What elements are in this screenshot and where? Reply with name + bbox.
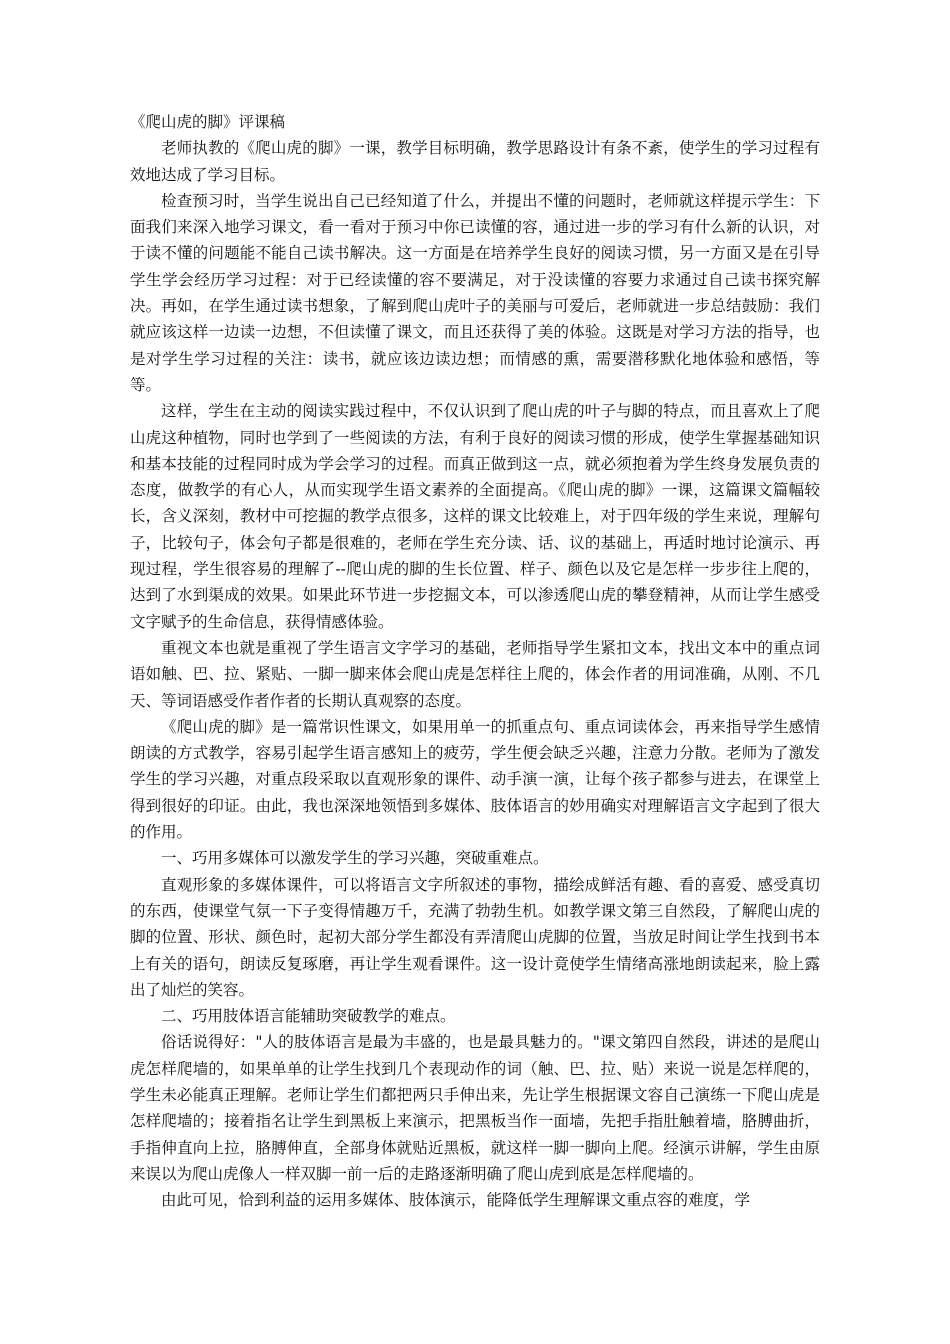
paragraph-preview-check: 检查预习时，当学生说出自己已经知道了什么，并提出不懂的问题时，老师就这样提示学生：下面我们来深入地学习课文，看一看对于预习中你已读懂的容，通过进一步的学习有什么新的认识，对于读不懂的问题能不能自己读书解决。这一方面是在培养学生良好的阅读习惯，另一方面又是在引导学生学会经历学习过程：对于已经读懂的容不要满足，对于没读懂的容要力求通过自己读书探究解决。再如，在学生通过读书想象，了解到爬山虎叶子的美丽与可爱后，老师就进一步总结鼓励：我们就应该这样一边读一边想，不但读懂了课文，而且还获得了美的体验。这既是对学习方法的指导，也是对学生学习过程的关注：读书，就应该边读边想；而情感的熏，需要潜移默化地体验和感悟，等等。: [130, 191, 820, 394]
paragraph-text-focus: 重视文本也就是重视了学生语言文字学习的基础，老师指导学生紧扣文本，找出文本中的重点词语如触、巴、拉、紧贴、一脚一脚来体会爬山虎是怎样往上爬的，体会作者的用词准确，从刚、不几天、等词语感受作者作者的长期认真观察的态度。: [130, 638, 820, 710]
document-title: 《爬山虎的脚》评课稿: [130, 113, 286, 131]
paragraph-multimedia: 直观形象的多媒体课件，可以将语言文字所叙述的事物，描绘成鲜活有趣、看的喜爱、感受真切的东西，使课堂气氛一下子变得情趣万千，充满了勃勃生机。如教学课文第三自然段，了解爬山虎的脚的位置、形状、颜色时，起初大部分学生都没有弄清爬山虎脚的位置，当放足时间让学生找到书本上有关的语句，朗读反复琢磨，再让学生观看课件。这一设计竟使学生情绪高涨地朗读起来，脸上露出了灿烂的笑容。: [130, 875, 820, 999]
paragraph-conclusion: 由此可见，恰到利益的运用多媒体、肢体演示，能降低学生理解课文重点容的难度，学: [161, 1191, 751, 1210]
document-page: [130, 109, 820, 1213]
paragraph-reading-practice: 这样，学生在主动的阅读实践过程中，不仅认识到了爬山虎的叶子与脚的特点，而且喜欢上了爬山虎这种植物，同时也学到了一些阅读的方法，有利于良好的阅读习惯的形成，使学生掌握基础知识和基本技能的过程同时成为学会学习的过程。而真正做到这一点，就必须抱着为学生终身发展负责的态度，做教学的有心人，从而实现学生语文素养的全面提高。《爬山虎的脚》一课，这篇课文篇幅较长，含义深刻，教材中可挖掘的教学点很多，这样的课文比较难上，对于四年级的学生来说，理解句子，比较句子，体会句子都是很难的，老师在学生充分读、话、议的基础上，再适时地讨论演示、再现过程，学生很容易的理解了--爬山虎的脚的生长位置、样子、颜色以及它是怎样一步步往上爬的，达到了水到渠成的效果。如果此环节进一步挖掘文本，可以渗透爬山虎的攀登精神，从而让学生感受文字赋予的生命信息，获得情感体验。: [130, 402, 820, 631]
section-heading-multimedia: 一、巧用多媒体可以激发学生的学习兴趣，突破重难点。: [161, 849, 549, 868]
section-heading-body-language: 二、巧用肢体语言能辅助突破教学的难点。: [161, 1007, 456, 1026]
paragraph-body-language: 俗话说得好："人的肢体语言是最为丰盛的，也是最具魅力的。"课文第四自然段，讲述的是爬山虎怎样爬墙的，如果单单的让学生找到几个表现动作的词（触、巴、拉、贴）来说一说是怎样爬的，学生未必能真正理解。老师让学生们都把两只手伸出来，先让学生根据课文容自己演练一下爬山虎是怎样爬墙的；接着指名让学生到黑板上来演示，把黑板当作一面墙，先把手指肚触着墙，胳膊曲折，手指伸直向上拉，胳膊伸直，全部身体就贴近黑板，就这样一脚一脚向上爬。经演示讲解，学生由原来误以为爬山虎像人一样双脚一前一后的走路逐渐明确了爬山虎到底是怎样爬墙的。: [130, 1033, 820, 1183]
paragraph-intro: 老师执教的《爬山虎的脚》一课，教学目标明确，教学思路设计有条不紊，使学生的学习过程有效地达成了学习目标。: [130, 139, 820, 184]
paragraph-teaching-method: 《爬山虎的脚》是一篇常识性课文，如果用单一的抓重点句、重点词读体会，再来指导学生感情朗读的方式教学，容易引起学生语言感知上的疲劳，学生便会缺乏兴趣，注意力分散。老师为了激发学生的学习兴趣，对重点段采取以直观形象的课件、动手演一演，让每个孩子都参与进去，在课堂上得到很好的印证。由此，我也深深地领悟到多媒体、肢体语言的妙用确实对理解语言文字起到了很大的作用。: [130, 717, 820, 842]
